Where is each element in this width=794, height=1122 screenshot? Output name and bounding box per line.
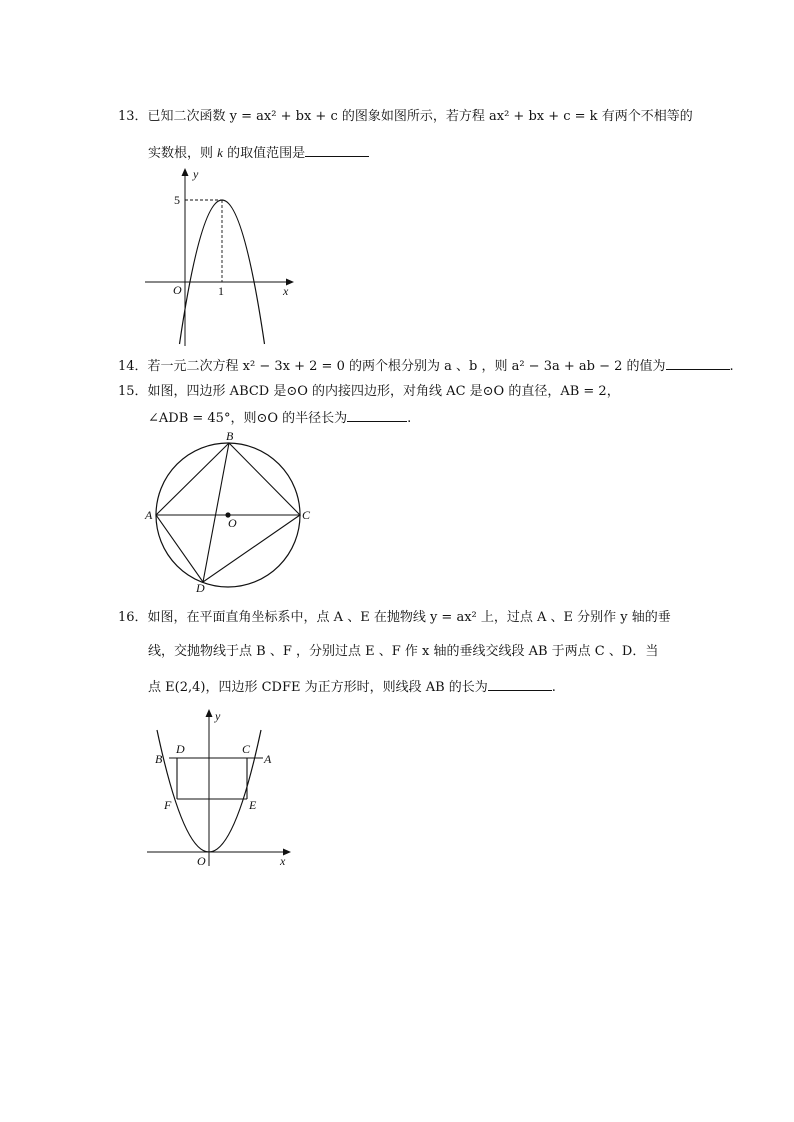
q13-vertex-x-label: 1 xyxy=(218,284,224,298)
q13-vertex-y-label: 5 xyxy=(174,193,180,207)
q16-label-F: F xyxy=(164,798,172,812)
q16-parabola-figure xyxy=(140,706,300,866)
q15-circle-figure xyxy=(140,429,320,595)
q13-x-axis-label: x xyxy=(283,284,289,298)
q15-end: . xyxy=(407,411,412,426)
q14-number: 14． xyxy=(118,359,148,374)
q15-label-C: C xyxy=(302,508,311,522)
q13-text-line2a: 实数根，则 xyxy=(148,146,214,161)
q15-text-line1: 如图，四边形 ABCD 是⊙O 的内接四边形，对角线 AC 是⊙O 的直径，AB = 2， xyxy=(147,384,620,399)
q15-line1 xyxy=(118,383,620,401)
q13-text-line2b: 的取值范围是 xyxy=(227,146,306,161)
q13-origin-label: O xyxy=(173,283,182,297)
q16-label-D: D xyxy=(176,742,185,756)
q15-line2 xyxy=(148,408,411,428)
q16-label-E: E xyxy=(249,798,257,812)
q16-answer-blank[interactable] xyxy=(488,677,552,691)
q15-label-O: O xyxy=(228,516,237,530)
q16-text-line2: 线，交抛物线于点 B 、F ，分别过点 E 、F 作 x 轴的垂线交线段 AB 于两点 C 、D．当 xyxy=(148,644,659,659)
q16-text-line1: 如图，在平面直角坐标系中，点 A 、E 在抛物线 y = ax² 上，过点 A 、E 分别作 y 轴的垂 xyxy=(147,610,671,625)
q13-text-line1: 已知二次函数 y = ax² + bx + c 的图象如图所示，若方程 ax² + bx + c = k 有两个不相等的 xyxy=(147,109,693,124)
q16-line1 xyxy=(118,609,671,627)
q13-var-k: k xyxy=(217,145,223,160)
q13-line2 xyxy=(148,143,369,163)
q15-label-A: A xyxy=(145,508,153,522)
q16-text-line3: 点 E(2,4)，四边形 CDFE 为正方形时，则线段 AB 的长为 xyxy=(148,680,488,695)
q16-number: 16． xyxy=(118,610,148,625)
q13-number: 13． xyxy=(118,109,148,124)
q13-y-axis-label: y xyxy=(193,167,199,181)
q14-end: . xyxy=(729,359,734,374)
q16-label-B: B xyxy=(155,752,163,766)
q15-label-B: B xyxy=(226,429,234,443)
q16-label-y: y xyxy=(215,709,221,723)
q14-line xyxy=(118,356,734,376)
q13-line1 xyxy=(118,108,693,126)
q16-label-x: x xyxy=(280,854,286,868)
q13-parabola-graph xyxy=(140,166,300,356)
q16-line2 xyxy=(148,643,658,661)
q16-label-A: A xyxy=(264,752,272,766)
q16-end: . xyxy=(551,680,556,695)
q16-line3 xyxy=(148,677,556,697)
q14-text: 若一元二次方程 x² − 3x + 2 = 0 的两个根分别为 a 、b ，则 a² − 3a + ab − 2 的值为 xyxy=(147,359,666,374)
q15-text-line2: ∠ADB = 45°，则⊙O 的半径长为 xyxy=(148,411,348,426)
q13-answer-blank[interactable] xyxy=(305,143,369,157)
q15-answer-blank[interactable] xyxy=(347,408,407,422)
q16-label-C: C xyxy=(242,742,251,756)
q14-answer-blank[interactable] xyxy=(666,356,730,370)
q15-label-D: D xyxy=(196,581,205,595)
q16-label-O: O xyxy=(197,854,206,868)
q15-number: 15． xyxy=(118,384,148,399)
